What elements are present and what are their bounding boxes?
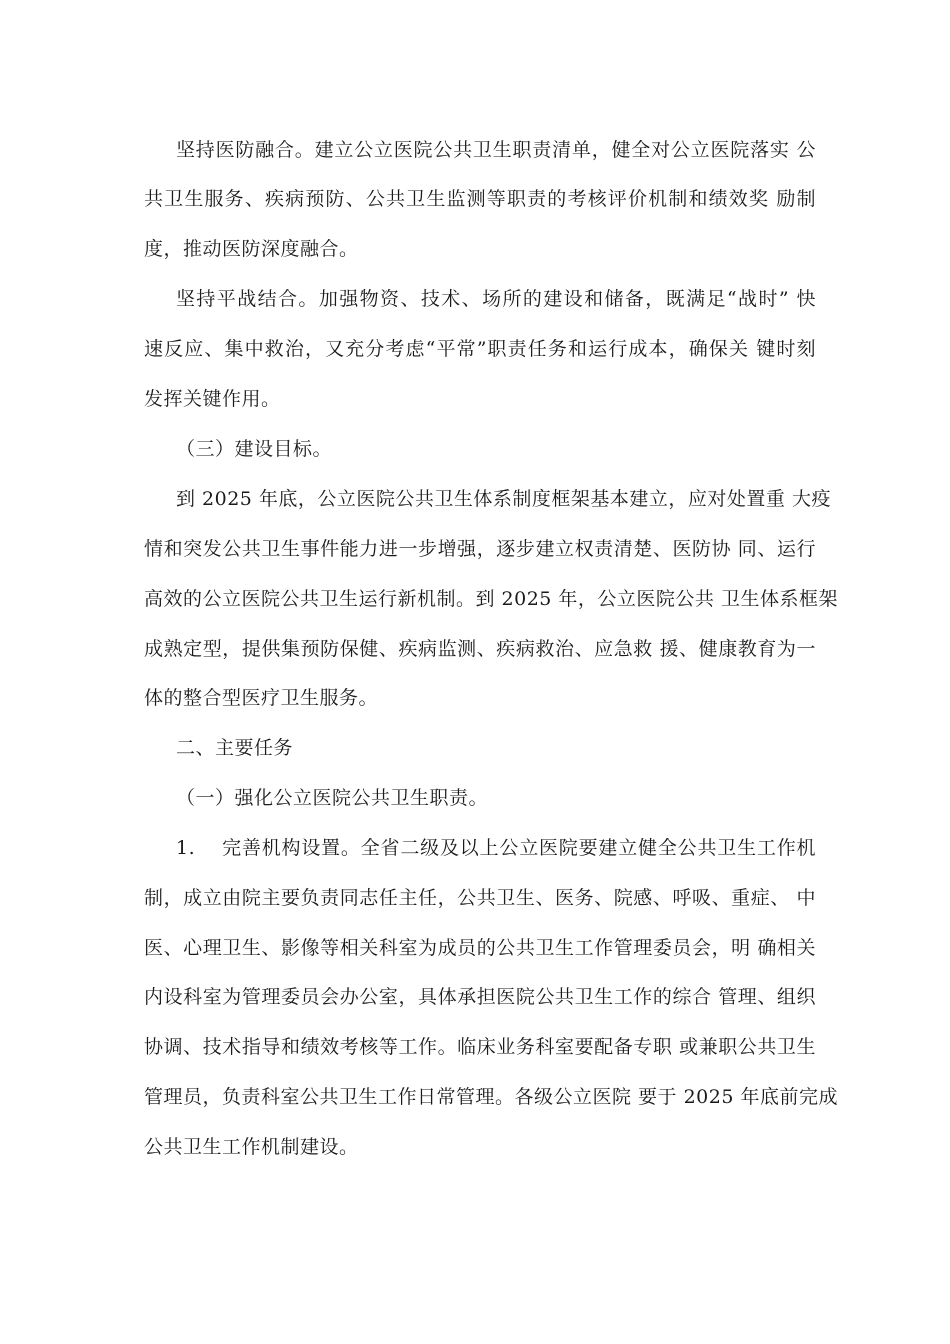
- para-4-line-2: 制，成立由院主要负责同志任主任，公共卫生、医务、院感、呼吸、重症、 中: [144, 887, 816, 909]
- para-4-line-1: 1. 完善机构设置。全省二级及以上公立医院要建立健全公共卫生工作机: [176, 837, 816, 859]
- para-1-line-1: 坚持医防融合。建立公立医院公共卫生职责清单，健全对公立医院落实 公: [176, 139, 816, 161]
- para-2-line-1: 坚持平战结合。加强物资、技术、场所的建设和储备，既满足“战时” 快: [176, 288, 816, 310]
- para-3-line-2: 情和突发公共卫生事件能力进一步增强，逐步建立权责清楚、医防协 同、运行: [144, 538, 816, 560]
- para-3-line-5: 体的整合型医疗卫生服务。: [144, 687, 379, 709]
- para-3-line-1: 到 2025 年底，公立医院公共卫生体系制度框架基本建立，应对处置重 大疫: [176, 488, 831, 510]
- para-4-line-6: 管理员，负责科室公共卫生工作日常管理。各级公立医院 要于 2025 年底前完成: [144, 1086, 838, 1108]
- heading-construction-goals: （三）建设目标。: [176, 438, 333, 460]
- para-4-line-7: 公共卫生工作机制建设。: [144, 1136, 359, 1158]
- para-3-line-3: 高效的公立医院公共卫生运行新机制。到 2025 年，公立医院公共 卫生体系框架: [144, 588, 838, 610]
- heading-strengthen-duties: （一）强化公立医院公共卫生职责。: [176, 787, 489, 809]
- para-3-line-4: 成熟定型，提供集预防保健、疾病监测、疾病救治、应急救 援、健康教育为一: [144, 638, 816, 660]
- heading-main-tasks: 二、主要任务: [176, 737, 294, 759]
- para-2-line-2: 速反应、集中救治，又充分考虑“平常”职责任务和运行成本，确保关 键时刻: [144, 338, 816, 360]
- para-4-line-3: 医、心理卫生、影像等相关科室为成员的公共卫生工作管理委员会，明 确相关: [144, 937, 816, 959]
- para-4-line-4: 内设科室为管理委员会办公室，具体承担医院公共卫生工作的综合 管理、组织: [144, 986, 816, 1008]
- para-2-line-3: 发挥关键作用。: [144, 388, 281, 410]
- para-1-line-3: 度，推动医防深度融合。: [144, 238, 359, 260]
- para-4-line-5: 协调、技术指导和绩效考核等工作。临床业务科室要配备专职 或兼职公共卫生: [144, 1036, 816, 1058]
- para-1-line-2: 共卫生服务、疾病预防、公共卫生监测等职责的考核评价机制和绩效奖 励制: [144, 188, 816, 210]
